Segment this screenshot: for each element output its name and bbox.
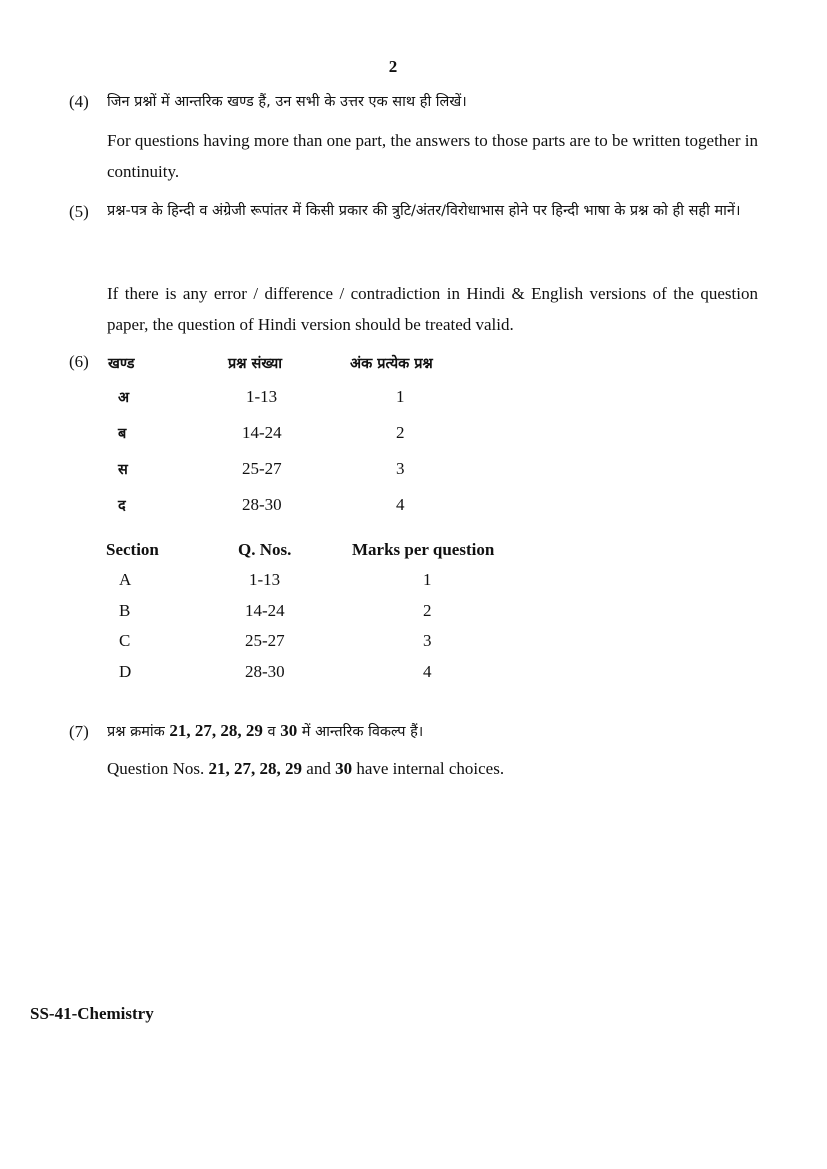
item-7-english-tail: have internal choices. [352,759,505,778]
hindi-row-section: अ [118,390,130,406]
hindi-row-marks: 4 [396,495,405,514]
english-row-qnos: 14-24 [245,601,285,620]
item-4-english-text: For questions having more than one part, the answers to those parts are to be written together in continuity. [107,131,758,181]
english-header-section: Section [106,540,159,559]
hindi-row-section: द [118,498,126,514]
item-7-hindi-conjunction: व [262,724,281,740]
hindi-header-question-numbers: प्रश्न संख्या [228,356,282,372]
english-row-marks: 1 [423,570,432,589]
english-row-marks: 4 [423,662,432,681]
english-row-marks: 3 [423,631,432,650]
item-7-english-last-question: 30 [335,759,353,778]
hindi-row-qnos: 1-13 [246,387,278,406]
item-5-number: (5) [69,202,89,221]
english-row-marks: 2 [423,601,432,620]
item-6-number: (6) [69,352,89,371]
item-7-english-lead: Question Nos. [107,759,209,778]
paper-code-footer: SS-41-Chemistry [30,1004,154,1023]
item-7-hindi-tail: में आन्तरिक विकल्प हैं। [297,724,424,740]
english-row-section: D [119,662,132,681]
hindi-row-marks: 2 [396,423,405,442]
hindi-row-qnos: 28-30 [242,495,282,514]
english-row-qnos: 28-30 [245,662,285,681]
item-7-hindi-last-question: 30 [280,721,298,740]
hindi-row-qnos: 14-24 [242,423,282,442]
item-7-hindi-lead: प्रश्न क्रमांक [107,724,170,740]
english-row-qnos: 25-27 [245,631,285,650]
item-7-hindi-question-list: 21, 27, 28, 29 [169,721,263,740]
item-5-hindi-text: प्रश्न-पत्र के हिन्दी व अंग्रेजी रूपांतर में किसी प्रकार की त्रुटि/अंतर/विरोधाभास होने पर हिन्दी भाषा के प्रश्न को ही सही मानें। [107,203,741,219]
english-row-section: B [119,601,131,620]
page-number: 2 [388,57,398,76]
english-header-question-numbers: Q. Nos. [238,540,292,559]
hindi-header-marks: अंक प्रत्येक प्रश्न [350,356,433,372]
item-5-english-text: If there is any error / difference / contradiction in Hindi & English versions of the question paper, the question of Hindi version should be treated valid. [107,284,758,334]
item-4-number: (4) [69,92,89,111]
hindi-row-marks: 3 [396,459,405,478]
english-row-section: C [119,631,131,650]
item-4-hindi-text: जिन प्रश्नों में आन्तरिक खण्ड हैं, उन सभी के उत्तर एक साथ ही लिखें। [107,94,467,110]
item-7-number: (7) [69,722,89,741]
item-7-hindi-text [107,714,758,749]
hindi-row-marks: 1 [396,387,405,406]
hindi-row-section: ब [118,426,127,442]
item-7-english-text [107,753,758,784]
english-row-qnos: 1-13 [249,570,281,589]
item-7-english-conjunction: and [302,759,336,778]
hindi-row-section: स [118,462,128,478]
english-row-section: A [119,570,132,589]
hindi-row-qnos: 25-27 [242,459,282,478]
english-header-marks: Marks per question [352,540,495,559]
hindi-header-section: खण्ड [108,356,135,372]
item-7-english-question-list: 21, 27, 28, 29 [208,759,303,778]
